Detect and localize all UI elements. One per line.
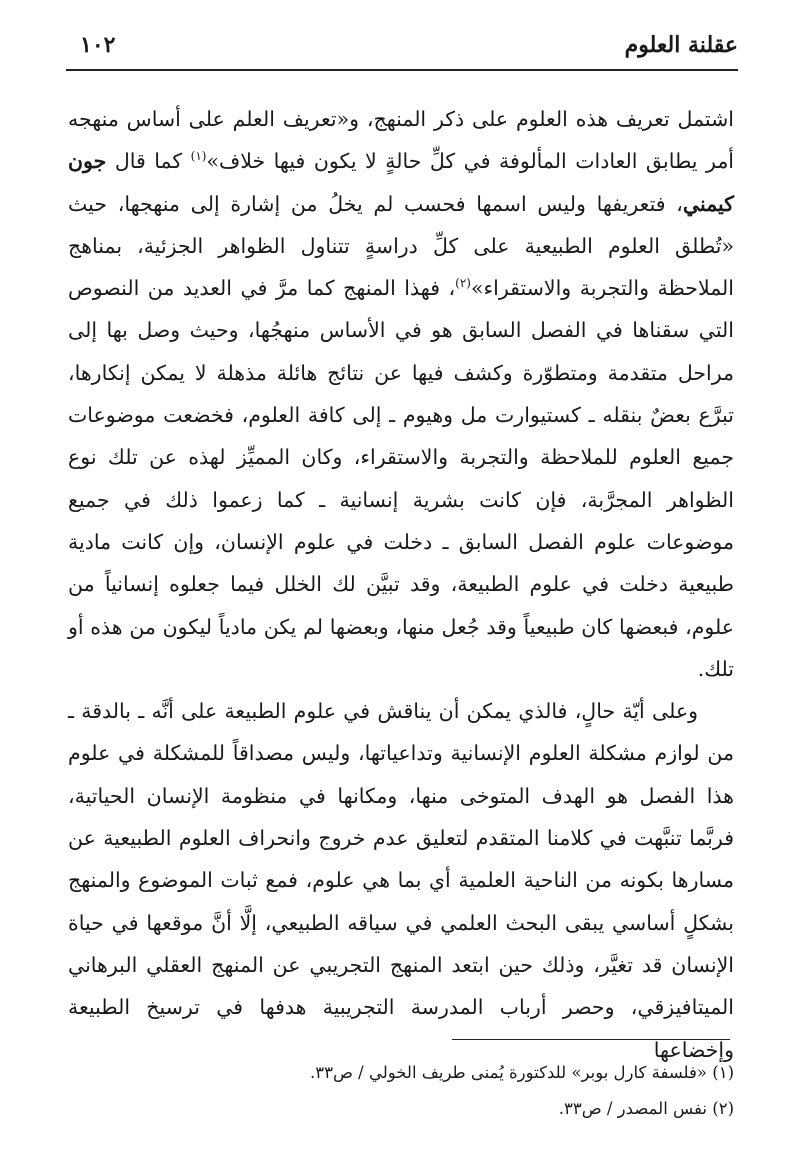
paragraph-1 [68,98,734,690]
page-number: ١٠٢ [80,32,116,58]
footnote-ref-2[interactable]: (٢) [455,276,471,291]
running-header-title: عقلنة العلوم [624,32,738,58]
paragraph-1-part-4: ، فهذا المنهج كما مرَّ في العديد من النصوص التي سقناها في الفصل السابق هو في الأساس منهجُها، وحيث وصل بها إلى مراحل متقدمة ومتطوّرة وكشف فيها عن نتائج هائلة مذهلة لا يمكن إنكارها، تبرَّع بعضٌ بنقله ـ كستيوارت مل وهيوم ـ إلى كافة العلوم، فخضعت موضوعات جميع العلوم للملاحظة والتجربة والاستقراء، وكان المميِّز لهذه عن تلك نوع الظواهر المجرَّبة، فإن كانت بشرية إنسانية ـ كما زعموا ذلك في جميع موضوعات علوم الفصل السابق ـ دخلت في علوم الإنسان، وإن كانت مادية طبيعية دخلت في علوم الطبيعة، وقد تبيَّن لك الخلل فيما جعلوه إنسانياً من علوم، فبعضها كان طبيعياً وقد جُعل منها، وبعضها لم يكن مادياً ليكون من هذه أو تلك. [68,276,734,681]
footnote-ref-1[interactable]: (١) [190,149,207,164]
header-divider [66,69,738,71]
paragraph-1-part-1: اشتمل تعريف هذه العلوم على ذكر المنهج، و«تعريف العلم على أساس منهجه أمر يطابق العادات المألوفة في كلِّ حالةٍ لا يكون فيها خلاف» [68,107,734,174]
paragraph-2: وعلى أيّة حالٍ، فالذي يمكن أن يناقش في علوم الطبيعة على أنَّه ـ بالدقة ـ من لوازم مشكلة العلوم الإنسانية وتداعياتها، وليس مصداقاً للمشكلة في علوم هذا الفصل هو الهدف المتوخى منها، ومكانها في منظومة الإنسان الحياتية، فربَّما تنبَّهت في كلامنا المتقدم لتعليق عدم خروج وانحراف العلوم الطبيعية عن مسارها بكونه من الناحية العلمية أي بما هي علوم، فمع ثبات الموضوع والمنهج بشكلٍ أساسي يبقى البحث العلمي في سياقه الطبيعي، إلَّا أنَّ موقعها في حياة الإنسان قد تغيَّر، وذلك حين ابتعد المنهج التجريبي عن المنهج العقلي البرهاني الميتافيزقي، وحصر أرباب المدرسة التجريبية هدفها في ترسيخ الطبيعة وإخضاعها [68,699,734,1062]
footnote-1: (١) «فلسفة كارل بوبر» للدكتورة يُمنى طريف الخولي / ص٣٣. [309,1063,734,1082]
footnote-divider [452,1039,730,1040]
footnote-2: (٢) نفس المصدر / ص٣٣. [558,1099,734,1118]
main-text [68,98,734,1071]
paragraph-1-part-2: كما قال [106,149,191,174]
running-header [66,28,738,68]
footnotes [68,1055,734,1127]
paragraph-1-part-3: ، فتعريفها وليس اسمها فحسب لم يخلُ من إشارة إلى منهجها، حيث «تُطلق العلوم الطبيعية على كلِّ دراسةٍ تتناول الظواهر الجزئية، بمناهج الملاحظة والتجربة والاستقراء» [68,191,734,301]
author-name: جون كيمني [68,149,734,216]
